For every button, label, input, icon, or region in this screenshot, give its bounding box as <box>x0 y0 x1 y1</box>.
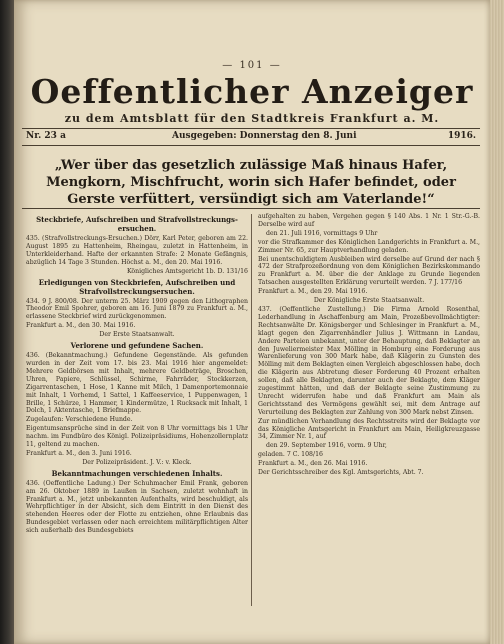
issue-rule <box>22 145 480 146</box>
right-paragraph: den 21. Juli 1916, vormittags 9 Uhr <box>266 229 378 237</box>
left-paragraph: Frankfurt a. M., den 30. Mai 1916. <box>26 322 136 330</box>
right-paragraph: Frankfurt a. M., den 26. Mai 1916. <box>258 460 368 468</box>
headline-rule <box>22 208 480 209</box>
right-paragraph: aufgehalten zu haben, Vergehen gegen § 140 Abs. 1 Nr. 1 Str.-G.-B. Derselbe wird auf <box>258 213 480 228</box>
column-divider <box>251 214 252 606</box>
left-column <box>26 213 248 613</box>
left-paragraph: Zugelaufen: Verschiedene Hunde. <box>26 416 133 424</box>
left-section-heading: Erledigungen von Steckbriefen, Aufschreiben und Strafvollstreckungsersuchen. <box>38 277 236 296</box>
left-paragraph: 436. (Oeffentliche Ladung.) Der Schuhmacher Emil Frank, geboren am 26. Oktober 1889 in Laußen in Sachsen, zuletzt wohnhaft in Frankfurt a. M., jetzt unbekannten Aufenthalts, wird beschuldigt, als Wehrpflichtiger in der Absicht, sich dem Eintritt in den Dienst des stehenden Heeres oder der Flotte zu entziehen, ohne Erlaubnis das Bundesgebiet verlassen oder nach erreichtem militärpflichtigen Alter sich außerhalb des Bundesgebiets <box>26 479 248 535</box>
right-column <box>258 213 480 613</box>
right-paragraph: Bei unentschuldigtem Ausbleiben wird derselbe auf Grund der nach § 472 der Strafprozeßordnung von dem Königlichen Bezirkskommando zu Frankfurt a. M. über die der Anklage zu Grunde liegenden Tatsachen ausgestellten Erklärung verurteilt werden. 7 J. 177/16 <box>258 255 480 287</box>
left-paragraph: Eigentumsansprüche sind in der Zeit von 8 Uhr vormittags bis 1 Uhr nachm. im Fundbüro des Königl. Polizeipräsidiums, Hohenzollernplatz 11, geltend zu machen. <box>26 425 248 449</box>
newspaper-page <box>14 0 490 644</box>
masthead-title: Oeffentlicher Anzeiger <box>30 72 474 111</box>
top-rule <box>22 128 480 129</box>
page-edges <box>490 0 504 644</box>
left-section-heading: Verlorene und gefundene Sachen. <box>70 341 204 351</box>
right-paragraph: den 29. September 1916, vorm. 9 Uhr, <box>266 442 387 450</box>
left-paragraph: 436. (Bekanntmachung.) Gefundene Gegenstände. Als gefunden wurden in der Zeit vom 17. bis 23. Mai 1916 hier angemeldet: Mehrere Geldbörsen mit Inhalt, mehrere Geldbeträge, Broschen, Uhren, Papiere, Schlüssel, Schirme, Fahrräder, Stockkerzen, Zigarrentaschen, 1 Hose, 1 Kanne mit Milch, 1 Damenportemonnaie mit Inhalt, 1 Vorhemd, 1 Sattel, 1 Kaffeeservice, 1 Puppenwagen, 1 Brille, 1 Schürze, 1 Hammer, 1 Kindermütze, 1 Rucksack mit Inhalt, 1 Dolch, 1 Aktentasche, 1 Briefmappe. <box>26 352 248 415</box>
page-number: — 101 — <box>222 60 282 71</box>
issue-date: Ausgegeben: Donnerstag den 8. Juni <box>172 131 357 141</box>
right-paragraph: Der Gerichtsschreiber des Kgl. Amtsgerichts, Abt. 7. <box>258 469 424 477</box>
right-paragraph: 437. (Oeffentliche Zustellung.) Die Firma Arnold Rosenthal, Lederhandlung in Aschaffenburg am Main, Prozeßbevollmächtigter: Rechtsanwälte Dr. Königsberger und Schlesinger in Frankfurt a. M., klagt gegen den Zigarrenhändler Julius J. Wittmann in Landau, Andere Parteien unbekannt, unter der Behauptung, daß Beklagter an den Juweliermeister Max Mölling in Homburg eine Forderung aus Warenlieferung von 300 Mark habe, daß Klägerin zu Gunsten des Mölling mit dem Beklagten einen Vergleich abgeschlossen habe, doch die Klägerin aus Abtretung dieser Forderung 40 Prozent erhalten sollen, daß alle Beklagten, darunter auch der Beklagte, dem Kläger zugestimmt hätten, und daß der Beklagte seine Zustimmung zu Unrecht widerrufen habe und daß Frankfurt am Main als Gerichtsstand des Vermögens gewählt sei, mit dem Antrage auf Verurteilung des Beklagten zur Zahlung von 300 Mark nebst Zinsen. <box>258 305 480 416</box>
left-paragraph: Der Erste Staatsanwalt. <box>99 331 175 339</box>
right-paragraph: Zur mündlichen Verhandlung des Rechtsstreits wird der Beklagte vor das Königliche Amtsgericht in Frankfurt am Main, Heiligkreuzgasse 34, Zimmer Nr. 1, auf <box>258 417 480 441</box>
issue-year: 1916. <box>447 131 476 141</box>
left-section-heading: Bekanntmachungen verschiedenen Inhalts. <box>51 468 223 478</box>
right-paragraph: Der Königliche Erste Staatsanwalt. <box>313 297 425 305</box>
left-paragraph: 435. (Strafvollstreckungs-Ersuchen.) Dörr, Karl Peter, geboren am 22. August 1895 zu Hattenheim, Rheingau, zuletzt in Hattenheim, in Unterkleiderhand. Hafte der erkannten Strafe: 2 Monate Gefängnis, abzüglich 14 Tage 3 Stunden. Höchst a. M., den 20. Mai 1916. <box>26 235 248 266</box>
right-paragraph: Frankfurt a. M., den 29. Mai 1916. <box>258 288 368 296</box>
right-paragraph: geladen. 7 C. 108/16 <box>258 451 323 459</box>
masthead-subtitle: zu dem Amtsblatt für den Stadtkreis Frankfurt a. M. <box>64 112 440 125</box>
left-paragraph: Frankfurt a. M., den 3. Juni 1916. <box>26 449 132 457</box>
right-paragraph: vor die Strafkammer des Königlichen Landgerichts in Frankfurt a. M., Zimmer Nr. 65, zur Hauptverhandlung geladen. <box>258 238 480 254</box>
issue-number: Nr. 23 a <box>26 131 66 141</box>
issue-line <box>24 131 478 145</box>
left-paragraph: Der Polizeipräsident. J. V.: v. Kleck. <box>82 458 192 466</box>
left-paragraph: Königliches Amtsgericht 1b. D. 131/16 <box>126 267 248 275</box>
left-paragraph: 434. 9 J. 800/08. Der unterm 25. März 1909 gegen den Lithographen Theodor Emil Spohrer, geboren am 16. Juni 1879 zu Frankfurt a. M., erlassene Steckbrief wird zurückgenommen. <box>26 297 248 321</box>
book-spine <box>0 0 14 644</box>
headline-slogan: „Wer über das gesetzlich zulässige Maß hinaus Hafer, Mengkorn, Mischfrucht, worin sich Hafer befindet, oder Gerste verfüttert, versündigt sich am Vaterlande!“ <box>46 158 456 207</box>
left-section-heading: Steckbriefe, Aufschreiben und Strafvollstreckungs-ersuchen. <box>36 215 238 233</box>
